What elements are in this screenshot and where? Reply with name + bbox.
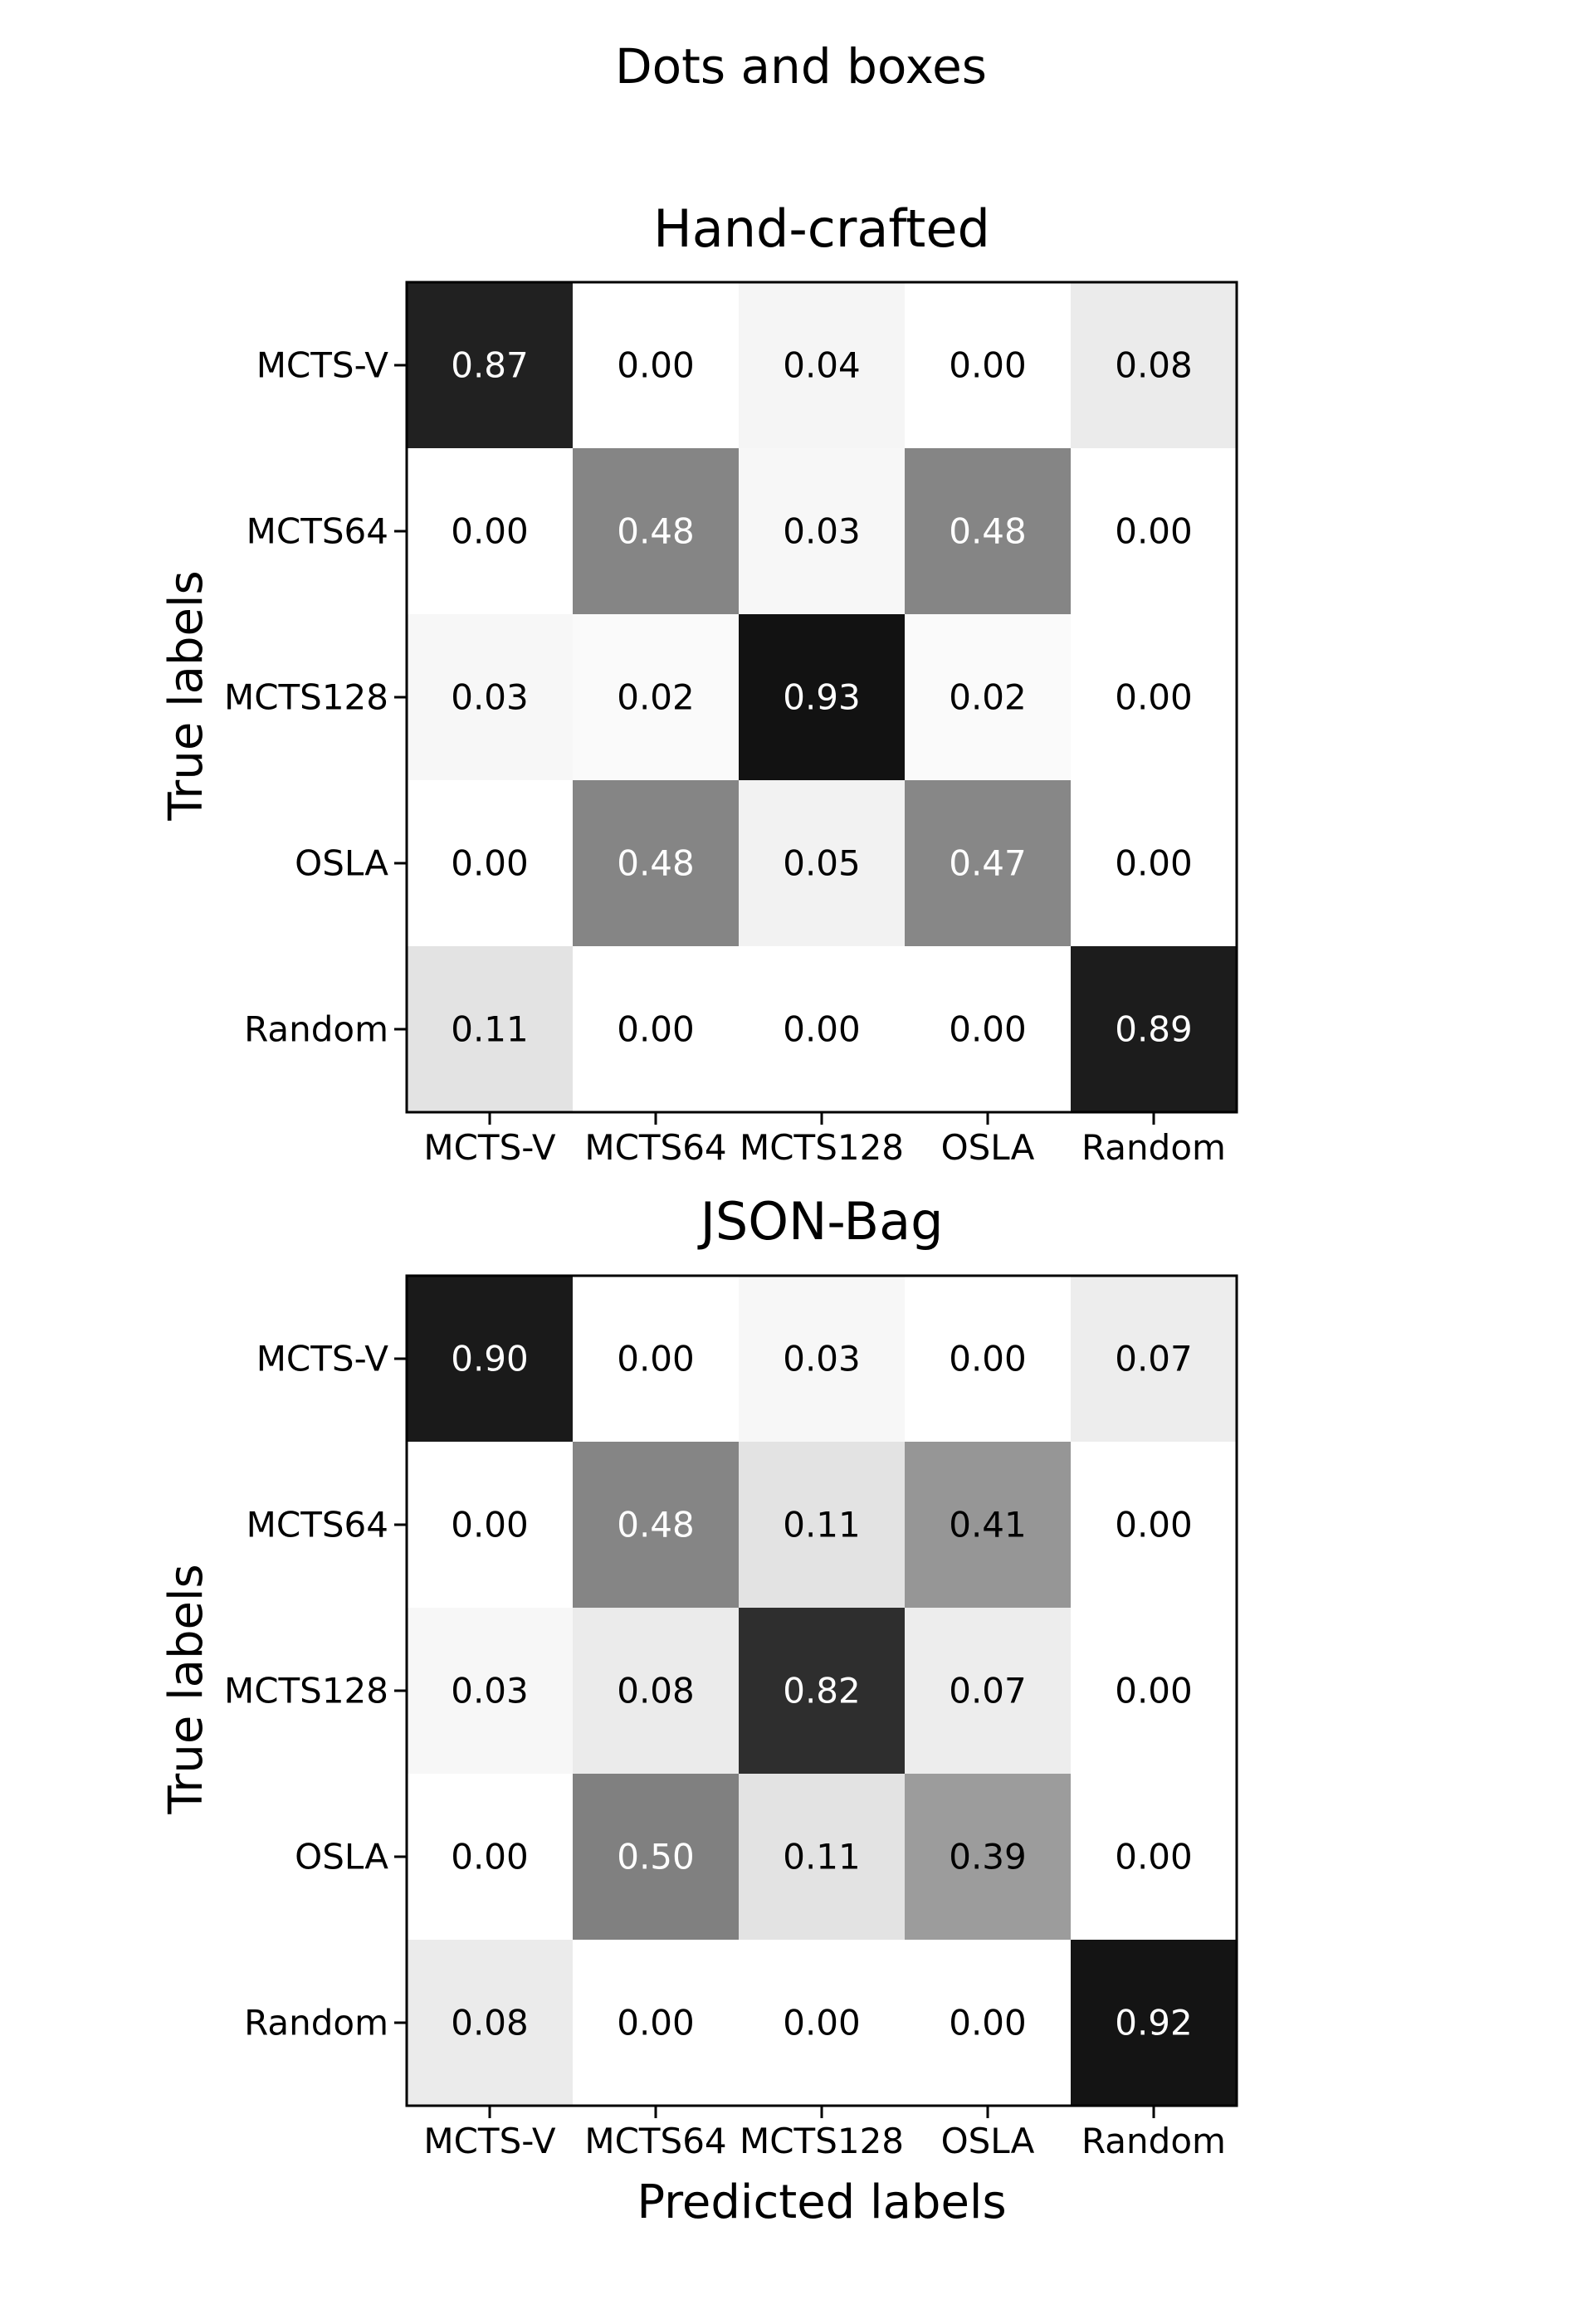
cell-value-r3-c2: 0.05 [783, 842, 861, 884]
x-tick-label: Random [1081, 2121, 1226, 2161]
cell-value-r4-c2: 0.00 [783, 2002, 861, 2043]
x-tick-label: MCTS-V [423, 2121, 556, 2161]
y-tick-label: MCTS-V [256, 344, 388, 386]
cell-value-r4-c1: 0.00 [617, 2002, 695, 2043]
cell-value-r4-c0: 0.08 [451, 2002, 529, 2043]
cell-value-r2-c3: 0.07 [949, 1670, 1027, 1711]
y-tick-labels [224, 1339, 407, 2043]
cell-value-r1-c1: 0.48 [617, 1504, 695, 1545]
cell-value-r0-c0: 0.90 [451, 1338, 529, 1379]
cell-value-r1-c3: 0.41 [949, 1504, 1027, 1545]
cell-value-r2-c2: 0.82 [783, 1670, 861, 1711]
cell-value-r0-c4: 0.08 [1115, 344, 1193, 386]
cell-value-r1-c0: 0.00 [451, 510, 529, 552]
cell-value-r1-c4: 0.00 [1115, 1504, 1193, 1545]
cell-value-r4-c4: 0.89 [1115, 1008, 1193, 1050]
x-tick-label: Random [1081, 1127, 1226, 1168]
cell-value-r2-c3: 0.02 [949, 676, 1027, 718]
y-tick-labels [224, 345, 407, 1050]
y-axis-label: True labels [159, 1564, 213, 1814]
cell-value-r4-c4: 0.92 [1115, 2002, 1193, 2043]
cell-value-r2-c2: 0.93 [783, 676, 861, 718]
cell-value-r2-c1: 0.02 [617, 676, 695, 718]
cell-value-r0-c1: 0.00 [617, 344, 695, 386]
cell-value-r4-c0: 0.11 [451, 1008, 529, 1050]
y-tick-label: MCTS128 [223, 1670, 388, 1711]
cell-value-r3-c0: 0.00 [451, 1836, 529, 1877]
cell-value-r2-c0: 0.03 [451, 676, 529, 718]
cell-value-r3-c4: 0.00 [1115, 842, 1193, 884]
cell-value-r2-c0: 0.03 [451, 1670, 529, 1711]
x-tick-label: MCTS-V [423, 1127, 556, 1168]
cell-value-r3-c3: 0.39 [949, 1836, 1027, 1877]
cell-value-r1-c2: 0.11 [783, 1504, 861, 1545]
y-tick-label: OSLA [295, 842, 388, 884]
cell-value-r3-c0: 0.00 [451, 842, 529, 884]
cell-value-r4-c1: 0.00 [617, 1008, 695, 1050]
cell-value-r2-c4: 0.00 [1115, 1670, 1193, 1711]
y-axis-label: True labels [159, 570, 213, 821]
cell-value-r0-c2: 0.04 [783, 344, 861, 386]
x-tick-label: MCTS128 [739, 2121, 905, 2161]
x-tick-labels [423, 1112, 1226, 1168]
heatmap-json-bag [159, 1191, 1238, 2229]
cell-value-r1-c0: 0.00 [451, 1504, 529, 1545]
x-tick-label: MCTS64 [584, 1127, 727, 1168]
x-tick-label: OSLA [940, 1127, 1035, 1168]
cell-value-r3-c2: 0.11 [783, 1836, 861, 1877]
y-tick-label: Random [244, 2002, 388, 2043]
y-tick-label: OSLA [295, 1836, 388, 1877]
cell-value-r1-c2: 0.03 [783, 510, 861, 552]
cell-value-r3-c3: 0.47 [949, 842, 1027, 884]
y-tick-label: MCTS64 [246, 1504, 388, 1545]
y-tick-label: Random [244, 1008, 388, 1050]
cell-value-r0-c3: 0.00 [949, 1338, 1027, 1379]
y-tick-label: MCTS128 [223, 676, 388, 718]
x-tick-labels [423, 2106, 1226, 2161]
panel-title: JSON-Bag [700, 1191, 944, 1252]
cell-value-r3-c1: 0.50 [617, 1836, 695, 1877]
x-axis-label: Predicted labels [637, 2175, 1007, 2229]
cell-value-r1-c4: 0.00 [1115, 510, 1193, 552]
cell-value-r0-c3: 0.00 [949, 344, 1027, 386]
heatmap-hand-crafted [159, 198, 1238, 1168]
cell-value-r0-c0: 0.87 [451, 344, 529, 386]
cell-value-r1-c3: 0.48 [949, 510, 1027, 552]
x-tick-label: MCTS128 [739, 1127, 905, 1168]
figure-title: Dots and boxes [614, 38, 988, 95]
cell-value-r0-c4: 0.07 [1115, 1338, 1193, 1379]
cell-value-r2-c4: 0.00 [1115, 676, 1193, 718]
panel-title: Hand-crafted [653, 198, 990, 259]
cell-value-r4-c3: 0.00 [949, 1008, 1027, 1050]
cell-value-r3-c4: 0.00 [1115, 1836, 1193, 1877]
cell-value-r0-c2: 0.03 [783, 1338, 861, 1379]
x-tick-label: OSLA [940, 2121, 1035, 2161]
cell-value-r1-c1: 0.48 [617, 510, 695, 552]
y-tick-label: MCTS64 [246, 510, 388, 552]
cell-value-r4-c2: 0.00 [783, 1008, 861, 1050]
cell-value-r3-c1: 0.48 [617, 842, 695, 884]
cell-value-r2-c1: 0.08 [617, 1670, 695, 1711]
y-tick-label: MCTS-V [256, 1338, 388, 1379]
cell-value-r4-c3: 0.00 [949, 2002, 1027, 2043]
x-tick-label: MCTS64 [584, 2121, 727, 2161]
cell-value-r0-c1: 0.00 [617, 1338, 695, 1379]
